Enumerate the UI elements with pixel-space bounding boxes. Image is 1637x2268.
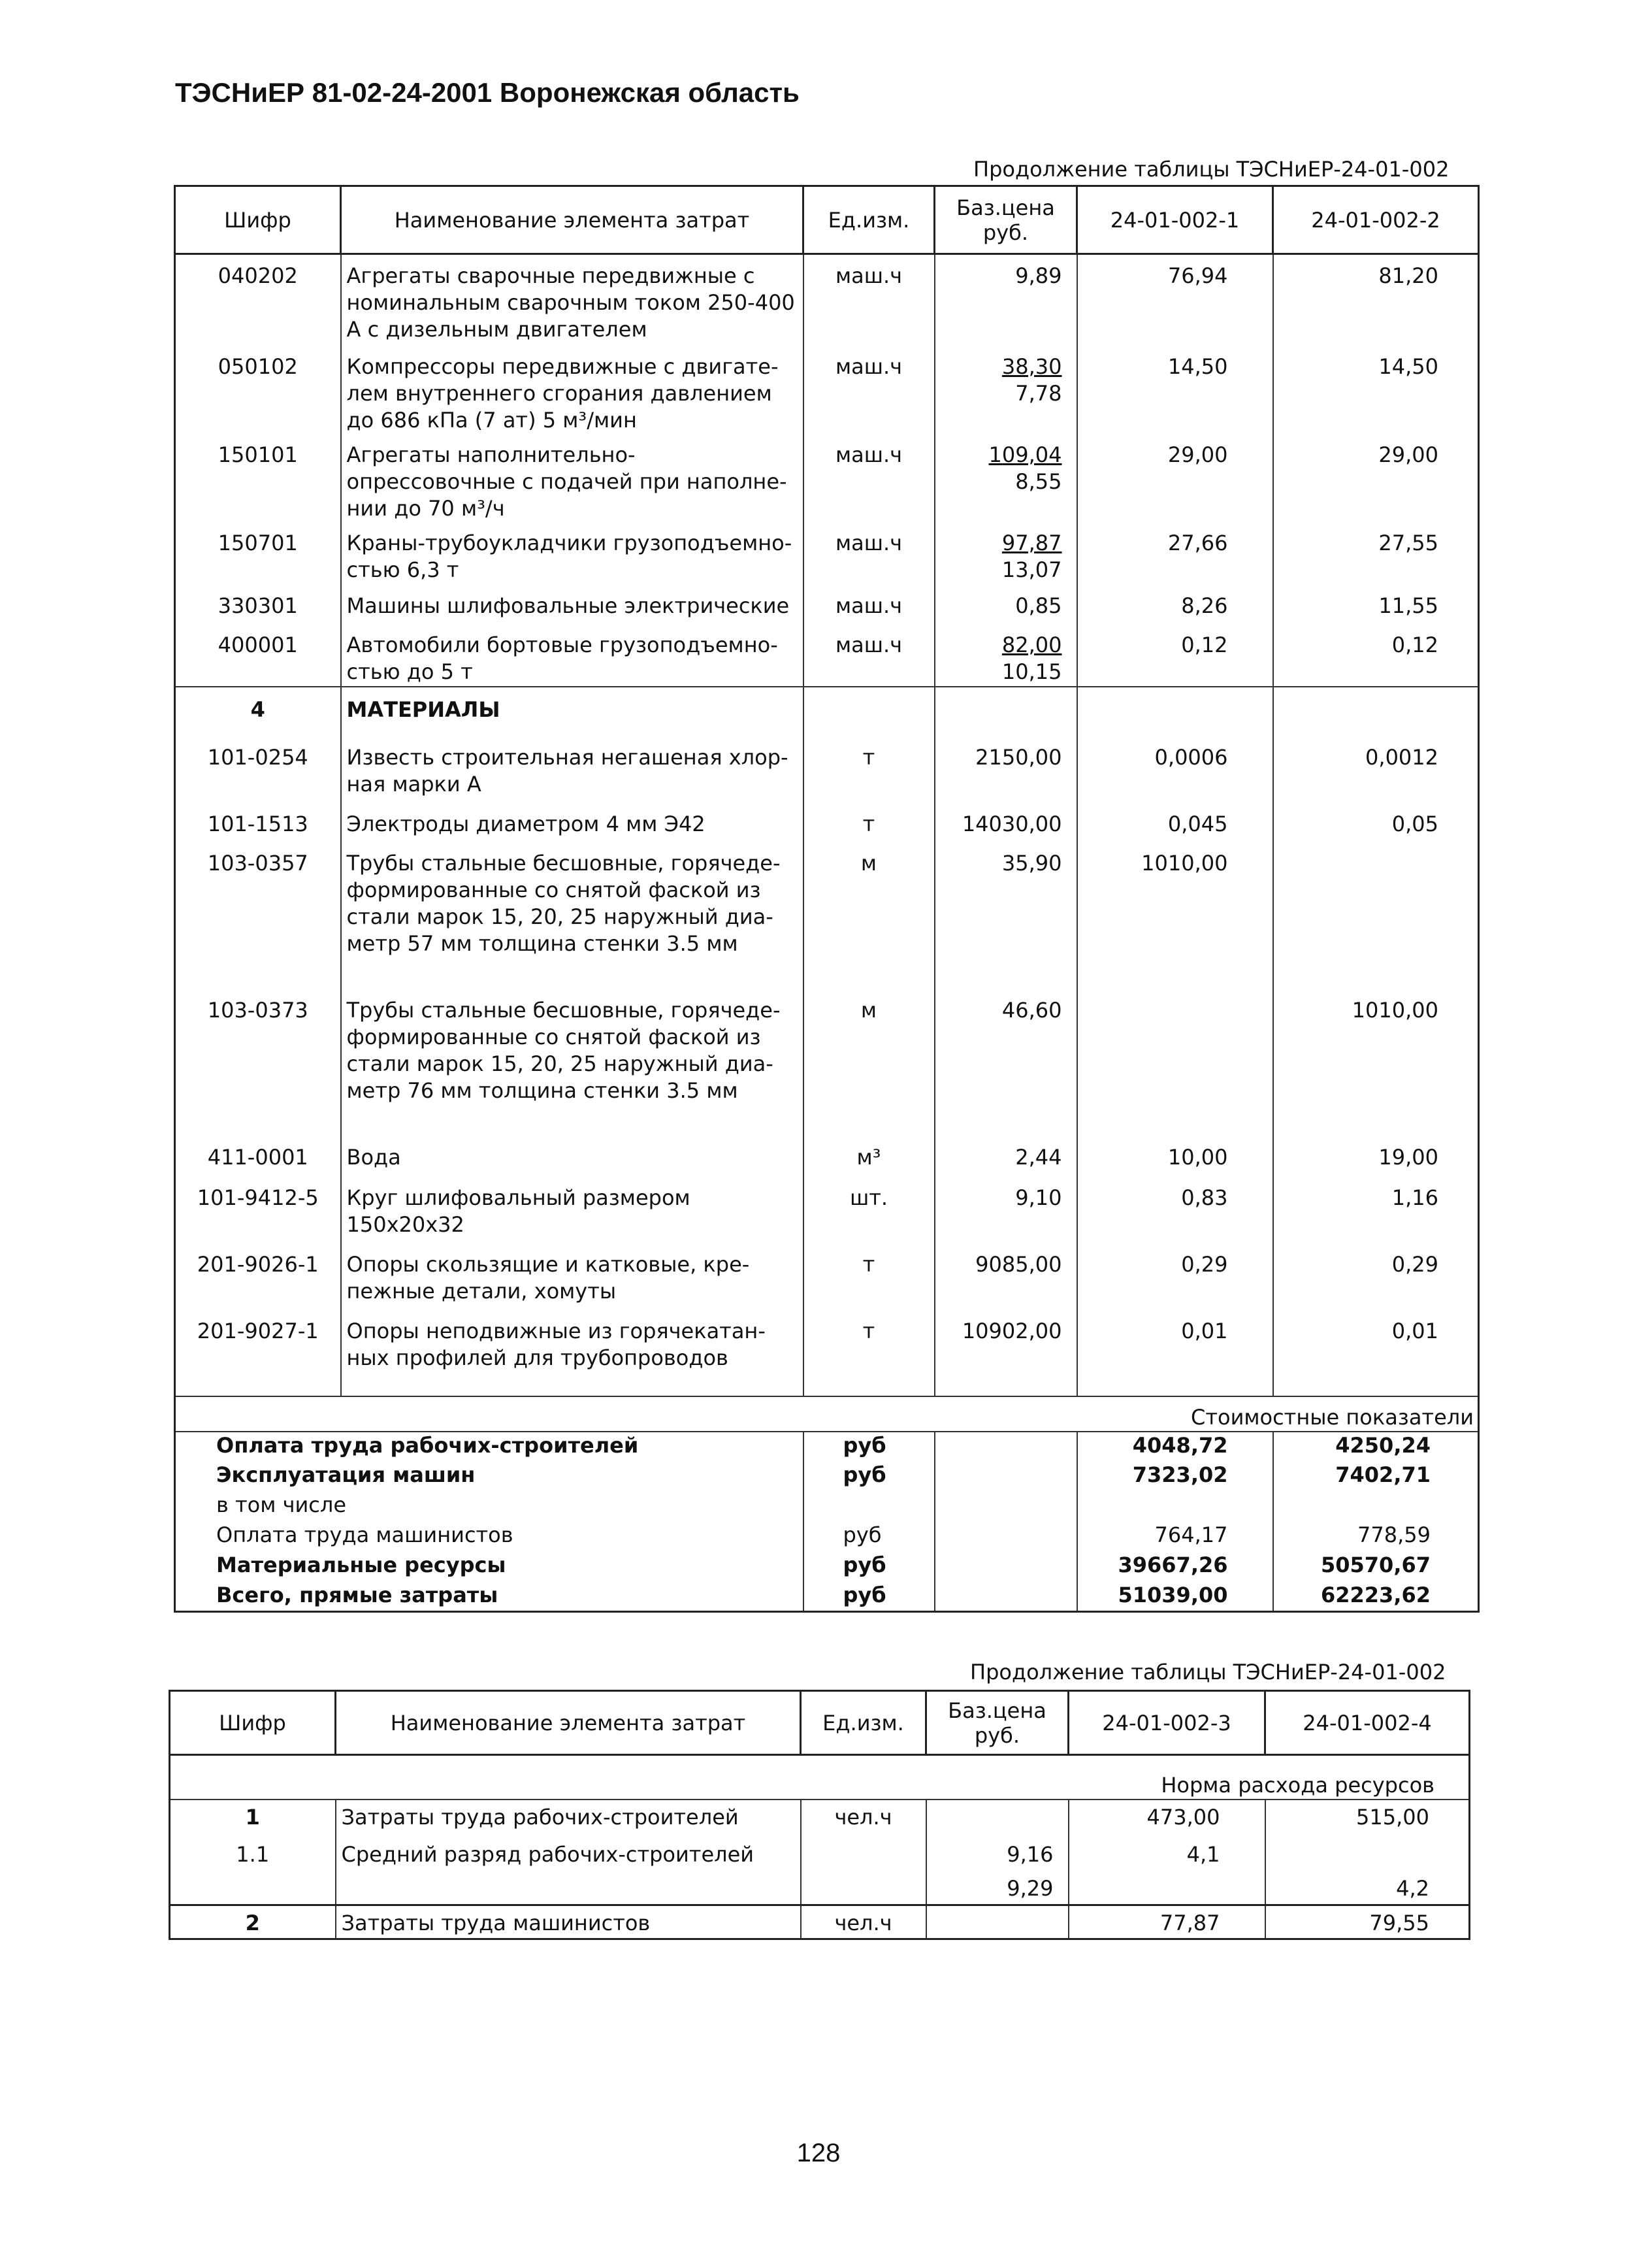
row-value-2: 0,0012 — [1273, 739, 1479, 806]
row-unit: т — [803, 806, 935, 845]
text-line: 8,55 — [1015, 468, 1062, 494]
resource-table-2 — [169, 1690, 1470, 1940]
text-line: Трубы стальные бесшовные, горячеде- — [346, 850, 781, 876]
table-row — [175, 627, 1479, 687]
row-price: 46,60 — [935, 992, 1077, 1139]
row-value-2: 515,00 — [1265, 1800, 1470, 1837]
row-code: 1.1 — [170, 1837, 336, 1871]
cost-label: Всего, прямые затраты — [175, 1582, 803, 1612]
cost-value-1: 7323,02 — [1077, 1462, 1273, 1492]
row-code: 400001 — [175, 627, 341, 687]
row-price — [926, 1905, 1069, 1939]
cost-value-2 — [1273, 1492, 1479, 1522]
text-line: формированные со снятой фаской из — [346, 1024, 761, 1049]
page-number: 128 — [796, 2139, 841, 2167]
table1-header-row — [175, 186, 1479, 254]
cost-unit: руб — [803, 1432, 935, 1462]
text-line: 97,87 — [1001, 530, 1062, 555]
row-value-1: 10,00 — [1077, 1139, 1273, 1179]
text-line: ная марки А — [346, 771, 481, 797]
row-price: 2150,00 — [935, 739, 1077, 806]
header-code: Шифр — [170, 1691, 336, 1755]
row-price — [935, 254, 1077, 346]
row-value-1: 0,01 — [1077, 1313, 1273, 1396]
row-value-1: 4,1 — [1069, 1837, 1265, 1871]
cost-value-2: 62223,62 — [1273, 1582, 1479, 1612]
row-value-2: 29,00 — [1273, 434, 1479, 522]
row-value-2: 1010,00 — [1273, 992, 1479, 1139]
row-value-1 — [1069, 1871, 1265, 1905]
row-price: 9085,00 — [935, 1246, 1077, 1313]
row-name — [341, 739, 803, 806]
row-unit: маш.ч — [803, 627, 935, 687]
text-line: 150х20х32 — [346, 1211, 464, 1237]
table-row — [175, 254, 1479, 346]
cost-section-title: Стоимостные показатели — [175, 1396, 1479, 1432]
cost-price — [935, 1552, 1077, 1582]
row-value-2: 11,55 — [1273, 587, 1479, 627]
header-name: Наименование элемента затрат — [336, 1691, 801, 1755]
text-line: 82,00 — [1001, 632, 1062, 657]
row-code: 201-9026-1 — [175, 1246, 341, 1313]
text-line: Автомобили бортовые грузоподъемно- — [346, 632, 778, 657]
header-col2: 24-01-002-4 — [1265, 1691, 1470, 1755]
row-price — [935, 627, 1077, 687]
text-line: А с дизельным двигателем — [346, 317, 647, 342]
header-price-line2: руб. — [974, 1722, 1020, 1748]
cost-row — [175, 1522, 1479, 1552]
norm-title-row — [170, 1755, 1470, 1800]
table-row — [175, 1246, 1479, 1313]
text-line: Машины шлифовальные электрические — [346, 593, 790, 618]
row-unit: т — [803, 739, 935, 806]
row-value-1: 29,00 — [1077, 434, 1273, 522]
row-code: 1 — [170, 1800, 336, 1837]
row-code — [170, 1871, 336, 1905]
row-unit — [801, 1837, 926, 1871]
header-code: Шифр — [175, 186, 341, 254]
cost-unit — [803, 1492, 935, 1522]
table-row — [175, 522, 1479, 587]
row-code: 2 — [170, 1905, 336, 1939]
cost-price — [935, 1522, 1077, 1552]
text-line: Агрегаты сварочные передвижные с — [346, 263, 755, 288]
row-price: 9,16 — [926, 1837, 1069, 1871]
row-value-1: 14,50 — [1077, 346, 1273, 434]
cost-price — [935, 1432, 1077, 1462]
text-line: Опоры неподвижные из горячекатан- — [346, 1318, 766, 1343]
cost-label: Эксплуатация машин — [175, 1462, 803, 1492]
row-name: Затраты труда рабочих-строителей — [336, 1800, 801, 1837]
table-row — [170, 1871, 1470, 1905]
row-unit: маш.ч — [803, 522, 935, 587]
row-code: 411-0001 — [175, 1139, 341, 1179]
row-price: 14030,00 — [935, 806, 1077, 845]
section-value-2 — [1273, 687, 1479, 739]
row-unit: чел.ч — [801, 1905, 926, 1939]
table-row — [170, 1837, 1470, 1871]
row-code: 201-9027-1 — [175, 1313, 341, 1396]
text-line: 13,07 — [1001, 557, 1062, 582]
text-line: 10,15 — [1001, 659, 1062, 684]
row-value-2: 1,16 — [1273, 1179, 1479, 1246]
row-name — [341, 587, 803, 627]
cost-value-1: 764,17 — [1077, 1522, 1273, 1552]
header-price — [935, 186, 1077, 254]
row-value-2: 0,01 — [1273, 1313, 1479, 1396]
section-name: МАТЕРИАЛЫ — [341, 687, 803, 739]
row-code: 330301 — [175, 587, 341, 627]
cost-title-row — [175, 1396, 1479, 1432]
row-value-1: 0,045 — [1077, 806, 1273, 845]
text-line: опрессовочные с подачей при наполне- — [346, 468, 787, 494]
row-code: 101-1513 — [175, 806, 341, 845]
row-unit: т — [803, 1246, 935, 1313]
table2-caption: Продолжение таблицы ТЭСНиЕР-24-01-002 — [970, 1660, 1446, 1685]
row-name: Затраты труда машинистов — [336, 1905, 801, 1939]
cost-value-2: 778,59 — [1273, 1522, 1479, 1552]
header-col1: 24-01-002-3 — [1069, 1691, 1265, 1755]
cost-value-2: 7402,71 — [1273, 1462, 1479, 1492]
text-line: Трубы стальные бесшовные, горячеде- — [346, 997, 781, 1023]
table-row — [175, 992, 1479, 1139]
header-unit: Ед.изм. — [801, 1691, 926, 1755]
table-row — [175, 739, 1479, 806]
row-value-2: 81,20 — [1273, 254, 1479, 346]
row-unit: маш.ч — [803, 254, 935, 346]
section-code: 4 — [175, 687, 341, 739]
text-line: формированные со снятой фаской из — [346, 877, 761, 902]
row-name — [341, 845, 803, 992]
cost-unit: руб — [803, 1582, 935, 1612]
row-value-1: 27,66 — [1077, 522, 1273, 587]
row-name: Средний разряд рабочих-строителей — [336, 1837, 801, 1871]
row-name — [341, 1313, 803, 1396]
row-name — [341, 522, 803, 587]
row-value-2: 79,55 — [1265, 1905, 1470, 1939]
header-name: Наименование элемента затрат — [341, 186, 803, 254]
table-row — [175, 434, 1479, 522]
row-value-2: 0,29 — [1273, 1246, 1479, 1313]
cost-price — [935, 1582, 1077, 1612]
cost-unit: руб — [803, 1462, 935, 1492]
cost-value-1 — [1077, 1492, 1273, 1522]
cost-row — [175, 1492, 1479, 1522]
cost-row — [175, 1462, 1479, 1492]
row-value-2: 27,55 — [1273, 522, 1479, 587]
row-name — [341, 434, 803, 522]
cost-price — [935, 1462, 1077, 1492]
row-unit: м³ — [803, 1139, 935, 1179]
row-value-1: 8,26 — [1077, 587, 1273, 627]
row-value-1: 1010,00 — [1077, 845, 1273, 992]
row-name — [341, 806, 803, 845]
text-line: стью 6,3 т — [346, 557, 459, 582]
text-line: пежные детали, хомуты — [346, 1278, 617, 1304]
text-line: до 686 кПа (7 ат) 5 м³/мин — [346, 407, 637, 433]
row-value-2 — [1265, 1837, 1470, 1871]
table-row — [170, 1800, 1470, 1837]
cost-label: Оплата труда рабочих-строителей — [175, 1432, 803, 1462]
table-row — [175, 1313, 1479, 1396]
row-value-1 — [1077, 992, 1273, 1139]
row-unit: шт. — [803, 1179, 935, 1246]
row-value-2: 14,50 — [1273, 346, 1479, 434]
row-value-2: 0,12 — [1273, 627, 1479, 687]
row-price — [935, 587, 1077, 627]
row-code: 150101 — [175, 434, 341, 522]
row-value-1: 0,12 — [1077, 627, 1273, 687]
row-value-2: 0,05 — [1273, 806, 1479, 845]
row-code: 050102 — [175, 346, 341, 434]
section-row — [175, 687, 1479, 739]
cost-label: Оплата труда машинистов — [175, 1522, 803, 1552]
norm-title: Норма расхода ресурсов — [170, 1755, 1470, 1800]
text-line: 38,30 — [1001, 353, 1062, 379]
cost-unit: руб — [803, 1522, 935, 1552]
text-line: Круг шлифовальный размером — [346, 1185, 690, 1210]
text-line: стали марок 15, 20, 25 наружный диа- — [346, 904, 773, 929]
row-unit: маш.ч — [803, 346, 935, 434]
table1-caption: Продолжение таблицы ТЭСНиЕР-24-01-002 — [973, 157, 1450, 182]
row-price — [926, 1800, 1069, 1837]
row-unit: т — [803, 1313, 935, 1396]
row-unit: чел.ч — [801, 1800, 926, 1837]
cost-row — [175, 1552, 1479, 1582]
row-value-1: 76,94 — [1077, 254, 1273, 346]
cost-price — [935, 1492, 1077, 1522]
table-row — [175, 587, 1479, 627]
table-row — [170, 1905, 1470, 1939]
text-line: ных профилей для трубопроводов — [346, 1345, 728, 1370]
row-price: 10902,00 — [935, 1313, 1077, 1396]
row-price: 9,29 — [926, 1871, 1069, 1905]
table-row — [175, 1179, 1479, 1246]
table-row — [175, 346, 1479, 434]
row-name — [341, 346, 803, 434]
row-name — [341, 1246, 803, 1313]
row-name — [341, 1179, 803, 1246]
row-price: 35,90 — [935, 845, 1077, 992]
row-unit: маш.ч — [803, 434, 935, 522]
text-line: Вода — [346, 1144, 401, 1170]
text-line: 7,78 — [1015, 380, 1062, 406]
cost-value-1: 4048,72 — [1077, 1432, 1273, 1462]
row-unit: маш.ч — [803, 587, 935, 627]
cost-value-2: 4250,24 — [1273, 1432, 1479, 1462]
row-price — [935, 346, 1077, 434]
row-name — [341, 992, 803, 1139]
section-value-1 — [1077, 687, 1273, 739]
row-name — [341, 254, 803, 346]
text-line: 0,85 — [1015, 593, 1062, 618]
cost-value-2: 50570,67 — [1273, 1552, 1479, 1582]
row-name — [341, 627, 803, 687]
section-price — [935, 687, 1077, 739]
cost-unit: руб — [803, 1552, 935, 1582]
row-price: 9,10 — [935, 1179, 1077, 1246]
cost-label: в том числе — [175, 1492, 803, 1522]
row-unit: м — [803, 845, 935, 992]
table2-header-row — [170, 1691, 1470, 1755]
section-unit — [803, 687, 935, 739]
row-name — [341, 1139, 803, 1179]
header-price — [926, 1691, 1069, 1755]
text-line: 9,89 — [1015, 263, 1062, 288]
cost-value-1: 39667,26 — [1077, 1552, 1273, 1582]
text-line: 109,04 — [988, 442, 1062, 467]
cost-label: Материальные ресурсы — [175, 1552, 803, 1582]
header-price-line1: Баз.цена — [948, 1698, 1046, 1723]
header-unit: Ед.изм. — [803, 186, 935, 254]
row-code: 101-9412-5 — [175, 1179, 341, 1246]
header-price-line2: руб. — [982, 220, 1029, 245]
row-code: 040202 — [175, 254, 341, 346]
row-value-2: 19,00 — [1273, 1139, 1479, 1179]
row-value-1: 0,29 — [1077, 1246, 1273, 1313]
text-line: Краны-трубоукладчики грузоподъемно- — [346, 530, 792, 555]
table-row — [175, 1139, 1479, 1179]
row-code: 150701 — [175, 522, 341, 587]
text-line: номинальным сварочным током 250-400 — [346, 290, 795, 315]
header-col1: 24-01-002-1 — [1077, 186, 1273, 254]
cost-value-1: 51039,00 — [1077, 1582, 1273, 1612]
row-price: 2,44 — [935, 1139, 1077, 1179]
text-line: стью до 5 т — [346, 659, 473, 684]
row-unit — [801, 1871, 926, 1905]
text-line: Опоры скользящие и катковые, кре- — [346, 1251, 750, 1277]
row-value-1: 473,00 — [1069, 1800, 1265, 1837]
table-row — [175, 845, 1479, 992]
row-code: 103-0357 — [175, 845, 341, 992]
text-line: стали марок 15, 20, 25 наружный диа- — [346, 1051, 773, 1076]
text-line: Электроды диаметром 4 мм Э42 — [346, 811, 705, 836]
text-line: метр 76 мм толщина стенки 3.5 мм — [346, 1077, 738, 1103]
row-unit: м — [803, 992, 935, 1139]
row-price — [935, 522, 1077, 587]
text-line: лем внутреннего сгорания давлением — [346, 380, 772, 406]
resource-table-1 — [174, 185, 1480, 1613]
row-code: 103-0373 — [175, 992, 341, 1139]
row-value-1: 0,83 — [1077, 1179, 1273, 1246]
text-line: Компрессоры передвижные с двигате- — [346, 353, 779, 379]
row-value-2: 4,2 — [1265, 1871, 1470, 1905]
row-price — [935, 434, 1077, 522]
text-line: Агрегаты наполнительно- — [346, 442, 636, 467]
text-line: нии до 70 м³/ч — [346, 495, 505, 521]
cost-row — [175, 1582, 1479, 1612]
header-price-line1: Баз.цена — [956, 195, 1055, 220]
text-line: Известь строительная негашеная хлор- — [346, 744, 788, 770]
row-value-1: 0,0006 — [1077, 739, 1273, 806]
row-name — [336, 1871, 801, 1905]
row-value-1: 77,87 — [1069, 1905, 1265, 1939]
document-title: ТЭСНиЕР 81-02-24-2001 Воронежская область — [175, 77, 800, 108]
row-value-2 — [1273, 845, 1479, 992]
row-code: 101-0254 — [175, 739, 341, 806]
cost-row — [175, 1432, 1479, 1462]
text-line: метр 57 мм толщина стенки 3.5 мм — [346, 930, 738, 956]
header-col2: 24-01-002-2 — [1273, 186, 1479, 254]
table-row — [175, 806, 1479, 845]
